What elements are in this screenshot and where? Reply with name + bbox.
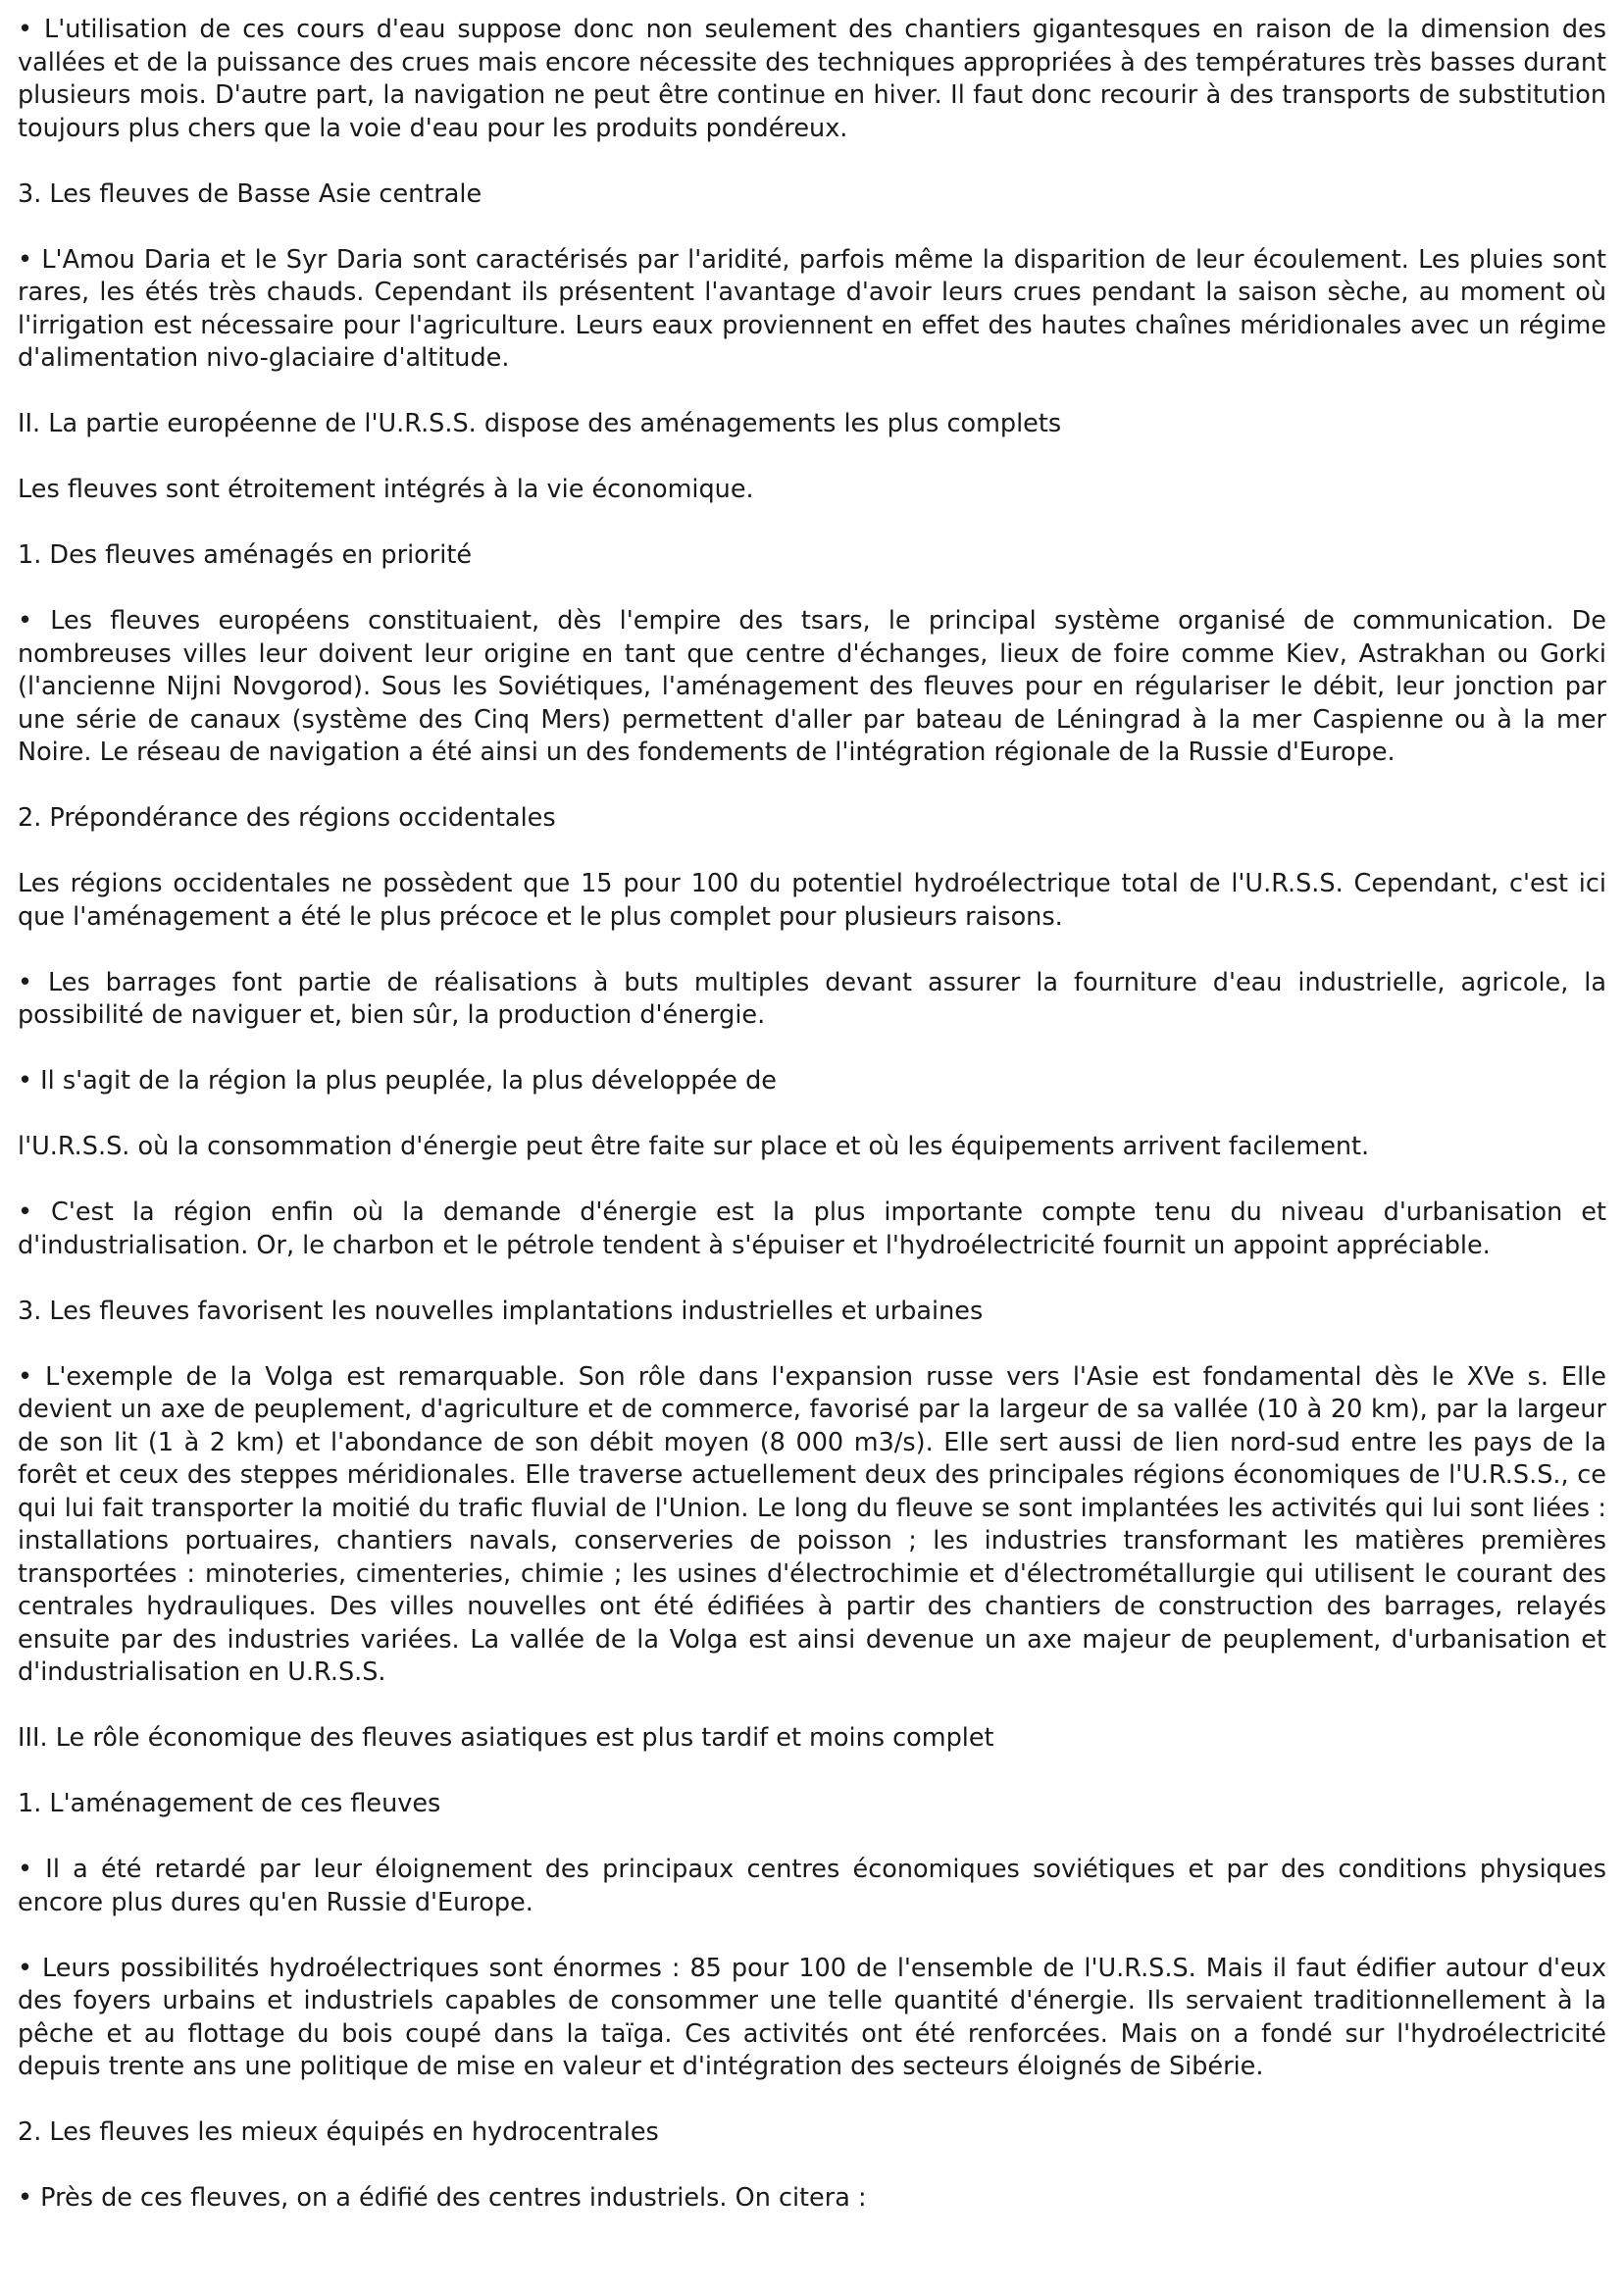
paragraph-barrages: • Les barrages font partie de réalisations à buts multiples devant assurer la fourniture d'eau industrielle, agricole, la possibilité de naviguer et, bien sûr, la production d'énergie. [18,967,1606,1030]
paragraph-retard: • Il a été retardé par leur éloignement des principaux centres économiques soviétiques et par des conditions physiques encore plus dures qu'en Russie d'Europe. [18,1855,1606,1917]
document-page [18,14,1606,2248]
heading-fleuves-amenages: 1. Des fleuves aménagés en priorité [18,540,473,570]
heading-regions-occidentales: 2. Prépondérance des régions occidentales [18,803,556,833]
heading-implantations: 3. Les fleuves favorisent les nouvelles implantations industrielles et urbaines [18,1296,984,1326]
paragraph-potentiel-hydroelectrique: Les régions occidentales ne possèdent que 15 pour 100 du potentiel hydroélectrique total de l'U.R.S.S. Cependant, c'est ici que l'aménagement a été le plus précoce et le plus complet pour plusieurs raisons. [18,869,1606,932]
heading-partie-europeenne: II. La partie européenne de l'U.R.S.S. dispose des aménagements les plus complets [18,409,1062,438]
heading-fleuves-asiatiques: III. Le rôle économique des fleuves asiatiques est plus tardif et moins complet [18,1723,994,1753]
paragraph-region-peuplee: • Il s'agit de la région la plus peuplée, la plus développée de [18,1066,777,1096]
paragraph-integration-economique: Les fleuves sont étroitement intégrés à la vie économique. [18,475,754,504]
paragraph-fleuves-europeens: • Les fleuves européens constituaient, dès l'empire des tsars, le principal système organisé de communication. De nombreuses villes leur doivent leur origine en tant que centre d'échanges, lieux de foire comme Kiev, Astrakhan ou Gorki (l'ancienne Nijni Novgorod). Sous les Soviétiques, l'aménagement des fleuves pour en régulariser le débit, leur jonction par une série de canaux (système des Cinq Mers) permettent d'aller par bateau de Léningrad à la mer Caspienne ou à la mer Noire. Le réseau de navigation a été ainsi un des fondements de l'intégration régionale de la Russie d'Europe. [18,606,1606,767]
paragraph-amou-syr-daria: • L'Amou Daria et le Syr Daria sont caractérisés par l'aridité, parfois même la disparition de leur écoulement. Les pluies sont rares, les étés très chauds. Cependant ils présentent l'avantage d'avoir leurs crues pendant la saison sèche, au moment où l'irrigation est nécessaire pour l'agriculture. Leurs eaux proviennent en effet des hautes chaînes méridionales avec un régime d'alimentation nivo-glaciaire d'altitude. [18,244,1606,373]
heading-basse-asie-centrale: 3. Les fleuves de Basse Asie centrale [18,178,482,209]
paragraph-volga: • L'exemple de la Volga est remarquable. Son rôle dans l'expansion russe vers l'Asie est fondamental dès le XVe s. Elle devient un axe de peuplement, d'agriculture et de commerce, favorisé par la largeur de sa vallée (10 à 20 km), par la largeur de son lit (1 à 2 km) et l'abondance de son débit moyen (8 000 m3/s). Elle sert aussi de lien nord-sud entre les pays de la forêt et ceux des steppes méridionales. Elle traverse actuellement deux des principales régions économiques de l'U.R.S.S., ce qui lui fait transporter la moitié du trafic fluvial de l'Union. Le long du fleuve se sont implantées les activités qui lui sont liées : installations portuaires, chantiers navals, conserveries de poisson ; les industries transformant les matières premières transportées : minoteries, cimenteries, chimie ; les usines d'électrochimie et d'électrométallurgie qui utilisent le courant des centrales hydrauliques. Des villes nouvelles ont été édifiées à partir des chantiers de construction des barrages, relayés ensuite par des industries variées. La vallée de la Volga est ainsi devenue un axe majeur de peuplement, d'urbanisation et d'industrialisation en U.R.S.S. [18,1361,1606,1687]
paragraph-centres-industriels: • Près de ces fleuves, on a édifié des centres industriels. On citera : [18,2183,867,2213]
paragraph-consommation-energie: l'U.R.S.S. où la consommation d'énergie peut être faite sur place et où les équipements arrivent facilement. [18,1132,1370,1161]
paragraph-demande-energie: • C'est la région enfin où la demande d'énergie est la plus importante compte tenu du niveau d'urbanisation et d'industrialisation. Or, le charbon et le pétrole tendent à s'épuiser et l'hydroélectricité fournit un appoint appréciable. [18,1198,1606,1260]
paragraph-possibilites-hydroelectriques: • Leurs possibilités hydroélectriques sont énormes : 85 pour 100 de l'ensemble de l'U.R.S.S. Mais il faut édifier autour d'eux des foyers urbains et industriels capables de consommer une telle quantité d'énergie. Ils servaient traditionnellement à la pêche et au flottage du bois coupé dans la taïga. Ces activités ont été renforcées. Mais on a fondé sur l'hydroélectricité depuis trente ans une politique de mise en valeur et d'intégration des secteurs éloignés de Sibérie. [18,1953,1606,2081]
heading-amenagement-fleuves: 1. L'aménagement de ces fleuves [18,1789,441,1818]
heading-hydrocentrales: 2. Les fleuves les mieux équipés en hydrocentrales [18,2117,659,2147]
paragraph-rivers-usage: • L'utilisation de ces cours d'eau suppose donc non seulement des chantiers gigantesques en raison de la dimension des vallées et de la puissance des crues mais encore nécessite des techniques appropriées à des températures très basses durant plusieurs mois. D'autre part, la navigation ne peut être continue en hiver. Il faut donc recourir à des transports de substitution toujours plus chers que la voie d'eau pour les produits pondéreux. [18,15,1606,143]
